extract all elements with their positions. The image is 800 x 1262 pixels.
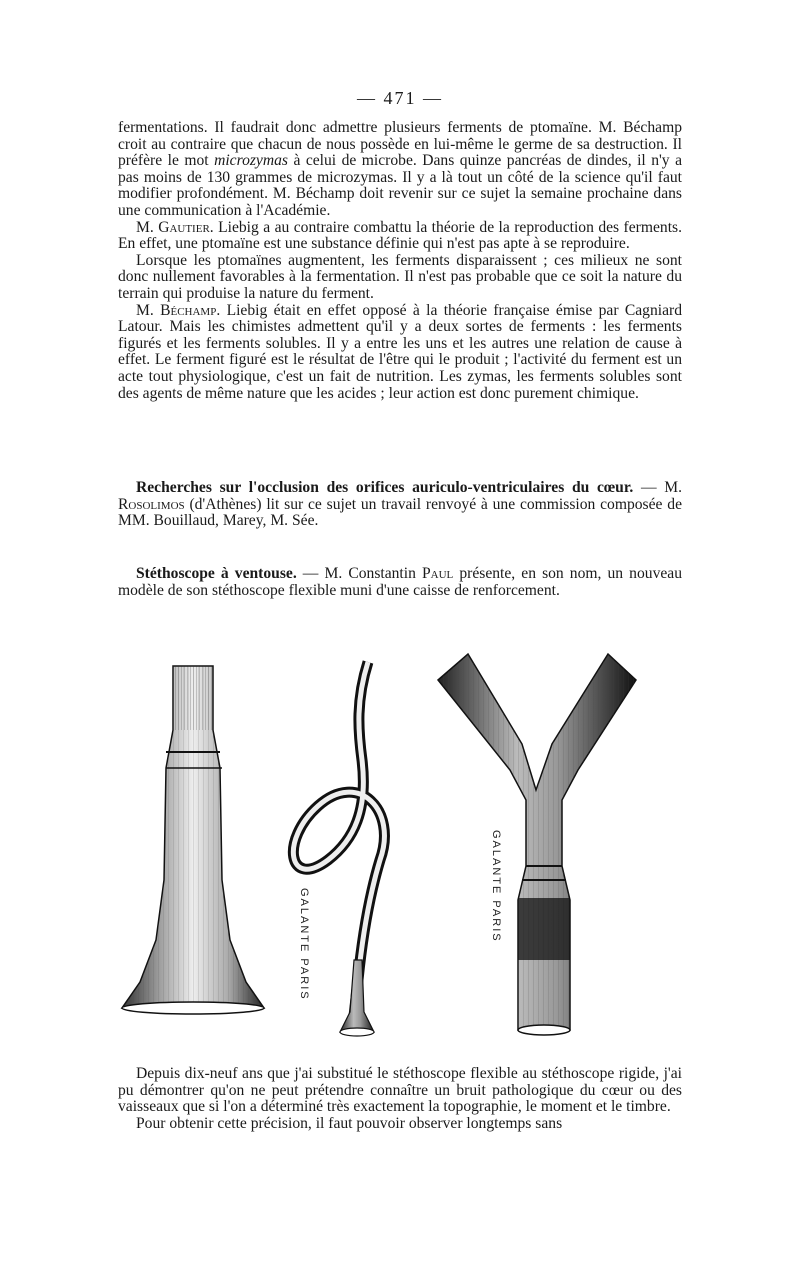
paragraph-occlusion: [118, 480, 682, 530]
section-heading: Recherches sur l'occlusion des orifices auriculo-ventriculaires du cœur.: [136, 479, 634, 496]
maker-label-left: GALANTE PARIS: [298, 888, 310, 1001]
closing-text: [118, 1066, 682, 1132]
emphasized-term: microzymas: [214, 152, 288, 170]
paragraph-gautier: [118, 220, 682, 253]
text-run: . Liebig a au contraire combattu la théorie de la reproduction des ferments. En effet, une ptomaïne est une substance définie qui n'est pas apte à se reproduire.: [118, 218, 682, 253]
section-heading: Stéthoscope à ventouse.: [136, 565, 297, 582]
section-stethoscope: [118, 566, 682, 599]
bell-piece-figure: [122, 666, 264, 1014]
paragraph-stethoscope: [118, 566, 682, 599]
maker-label-right: GALANTE PARIS: [490, 830, 502, 943]
speaker-name: Paul: [421, 565, 454, 582]
text-run: — M.: [633, 479, 682, 496]
stethoscope-engravings: [118, 640, 688, 1060]
paragraph-precision: Pour obtenir cette précision, il faut pouvoir observer longtemps sans: [136, 1114, 563, 1132]
paragraph-bechamp: [118, 303, 682, 403]
page-number: — 471 —: [357, 88, 443, 108]
y-connector-figure: [438, 654, 636, 1035]
paragraph-flexible: Depuis dix-neuf ans que j'ai substitué le stéthoscope flexible au stéthoscope rigide, j'ai pu démontrer qu'on ne peut prétendre connaître un bruit pathologique du cœur ou des vaisseaux que si l'on a déterminé très exactement la topographie, le moment et le timbre.: [118, 1065, 682, 1116]
paragraph-ptomaines: Lorsque les ptomaïnes augmentent, les ferments disparaissent ; ces milieux ne sont donc nullement favorables à la fermentation. Il n'est pas probable que ce soit la nature du terrain qui produise la nature du ferment.: [118, 251, 682, 302]
article-body: [118, 120, 682, 402]
text-run: fermentations. Il faudrait donc admettre plusieurs ferments de ptomaïne. M. Béchamp croit au contraire que chacun de nous possède en lui-même le germe de sa destruction. Il préfère le mot: [118, 119, 682, 170]
speaker-name: M. Gautier: [136, 218, 210, 236]
speaker-name: Rosolimos: [118, 495, 185, 513]
text-run: à celui de microbe. Dans quinze pancréas de dindes, il n'y a pas moins de 130 grammes de microzymas. Il y a là tout un côté de la science qu'il faut modifier profondément. M. Béchamp doit revenir sur ce sujet la semaine prochaine dans une communication à l'Académie.: [118, 152, 682, 219]
text-run: présente, en son nom, un nouveau modèle de son stéthoscope flexible muni d'une caisse de renforcement.: [118, 565, 682, 599]
section-occlusion: [118, 480, 682, 530]
text-run: . Liebig était en effet opposé à la théorie française émise par Cagniard Latour. Mais les chimistes admettent qu'il y a deux sortes de ferments : les ferments figurés et les ferments solubles. Il y a entre les uns et les autres une relation de cause à effet. Le ferment figuré est le résultat de l'être qui le produit ; l'activité du ferment est un acte tout physiologique, c'est un fait de nutrition. Les zymas, les ferments solubles sont des agents de même nature que les acides ; leur action est donc purement chimique.: [118, 301, 682, 402]
text-run: — M. Constantin: [296, 565, 422, 582]
stethoscope-illustration: [118, 640, 688, 1060]
text-run: (d'Athènes) lit sur ce sujet un travail renvoyé à une commission composée de MM. Bouillaud, Marey, M. Sée.: [118, 495, 682, 530]
paragraph-microzymas: [118, 120, 682, 220]
speaker-name: M. Béchamp: [136, 301, 217, 319]
